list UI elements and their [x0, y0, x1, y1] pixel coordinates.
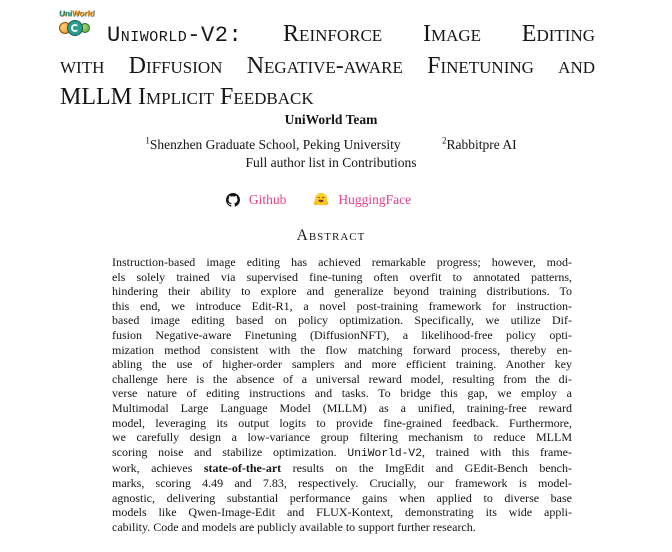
abstract-line: abling the use of higher-order samplers and more efficient training. Another key: [112, 357, 572, 372]
affiliation-1-text: Shenzhen Graduate School, Peking University: [149, 136, 401, 152]
abstract-line: verse nature of editing instructions and tasks. To bridge this gap, we employ a: [112, 386, 572, 401]
abstract-line: cability. Code and models are publicly available to support further research.: [112, 519, 476, 534]
abstract-line: work, achieves state-of-the-art results on the ImgEdit and GEdit-Bench bench-: [112, 461, 572, 476]
github-icon: [226, 193, 240, 207]
uniworld-logo-word: [59, 10, 100, 18]
paper-title: [60, 19, 595, 113]
abstract-body: [112, 255, 572, 534]
github-link-label: Github: [248, 192, 287, 207]
huggingface-icon: [313, 192, 329, 208]
affiliation-1: [145, 137, 400, 152]
huggingface-link[interactable]: [313, 192, 411, 208]
abstract-line: fusion Negative-aware Finetuning (DiffusionNFT), a likelihood-free policy opti-: [112, 327, 572, 342]
abstract-line: marks, scoring 4.49 and 7.83, respectively. Crucially, our framework is model-: [112, 475, 572, 490]
title-line: with Diffusion Negative-aware Finetuning and: [60, 53, 595, 79]
abstract-line: we carefully design a low-variance group filtering mechanism to reduce MLLM: [112, 430, 572, 445]
affiliations: [0, 135, 662, 153]
abstract-line: Instruction-based image editing has achieved remarkable progress; however, mod-: [112, 255, 572, 269]
affiliation-2-sup: 2: [442, 135, 447, 145]
abstract-line: challenge here is the absence of a universal reward model, resulting from the di-: [112, 371, 572, 386]
abstract-line: scoring noise and stabilize optimization. UniWorld-V2, trained with this frame-: [112, 444, 572, 460]
affiliation-2-text: Rabbitpre AI: [446, 136, 517, 152]
logo-word-uni: Uni: [58, 9, 73, 18]
title-line: Uniworld-V2: Reinforce Image Editing: [107, 21, 595, 48]
abstract-line: mization method consistent with the flow matching forward process, thereby en-: [112, 342, 572, 357]
title-line: MLLM Implicit Feedback: [60, 84, 314, 110]
abstract-line: model, leveraging its output logits to provide fine-grained feedback. Furthermore,: [112, 415, 572, 430]
links-row: [0, 190, 637, 210]
huggingface-link-label: HuggingFace: [338, 192, 412, 207]
author-team: UniWorld Team: [284, 112, 378, 127]
github-link[interactable]: [226, 192, 287, 208]
affiliation-1-sup: 1: [145, 135, 150, 145]
author-note: Full author list in Contributions: [245, 155, 417, 170]
logo-teal-orb-icon: [67, 20, 83, 36]
abstract-line: els solely trained via supervised fine-tuning often overfit to annotated patterns,: [112, 269, 572, 284]
abstract-line: agnostic, delivering substantial performance gains when applied to diverse base: [112, 490, 572, 505]
logo-word-world: World: [71, 9, 95, 18]
affiliation-2: [442, 137, 517, 152]
abstract-heading: Abstract: [296, 227, 366, 244]
abstract-line: models like Qwen-Image-Edit and FLUX-Kontext, demonstrating its wide appli-: [112, 505, 572, 520]
abstract-line: this end, we introduce Edit-R1, a novel post-training framework for instruction-: [112, 298, 572, 313]
abstract-line: hindering their ability to explore and generalize beyond training distributions. To: [112, 284, 572, 299]
abstract-line: Multimodal Large Language Model (MLLM) as a unified, training-free reward: [112, 400, 572, 415]
abstract-line: based image editing based on policy optimization. Specifically, we utilize Dif-: [112, 313, 572, 328]
